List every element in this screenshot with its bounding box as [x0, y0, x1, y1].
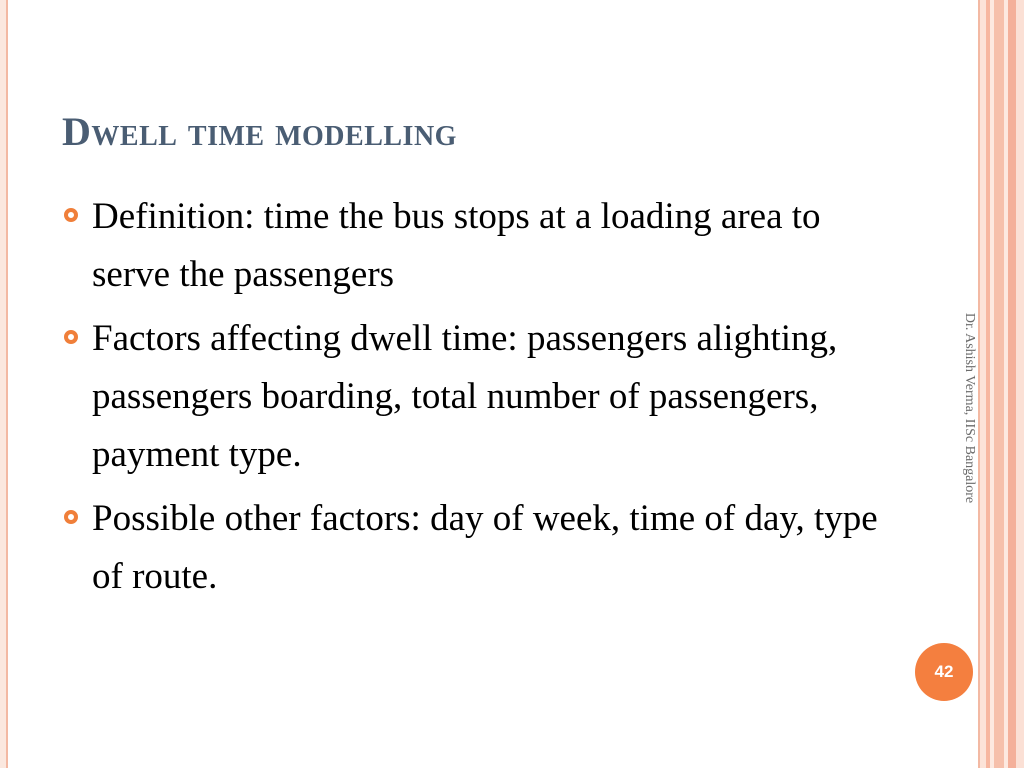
open-circle-bullet-icon — [64, 510, 78, 524]
page-number: 42 — [934, 662, 954, 681]
open-circle-bullet-icon — [64, 330, 78, 344]
decorative-stripe — [1016, 0, 1024, 768]
decorative-stripe — [994, 0, 1004, 768]
decorative-stripe — [1008, 0, 1016, 768]
bullet-item-factors — [62, 310, 892, 484]
bullet-text: Possible other factors: day of week, time of day, type of route. — [92, 498, 878, 597]
bullet-text: Definition: time the bus stops at a loading area to serve the passengers — [92, 196, 821, 295]
side-credit: Dr. Ashish Verma, IISc Bangalore — [962, 312, 977, 504]
open-circle-bullet-icon — [64, 208, 78, 222]
page-number-badge — [915, 643, 973, 701]
bullet-text: Factors affecting dwell time: passengers alighting, passengers boarding, total number of passengers, payment type. — [92, 318, 838, 475]
bullet-item-other-factors — [62, 490, 892, 606]
bullet-item-definition — [62, 188, 892, 304]
slide-title: Dwell time modelling — [62, 109, 457, 154]
bullet-list — [62, 188, 892, 612]
